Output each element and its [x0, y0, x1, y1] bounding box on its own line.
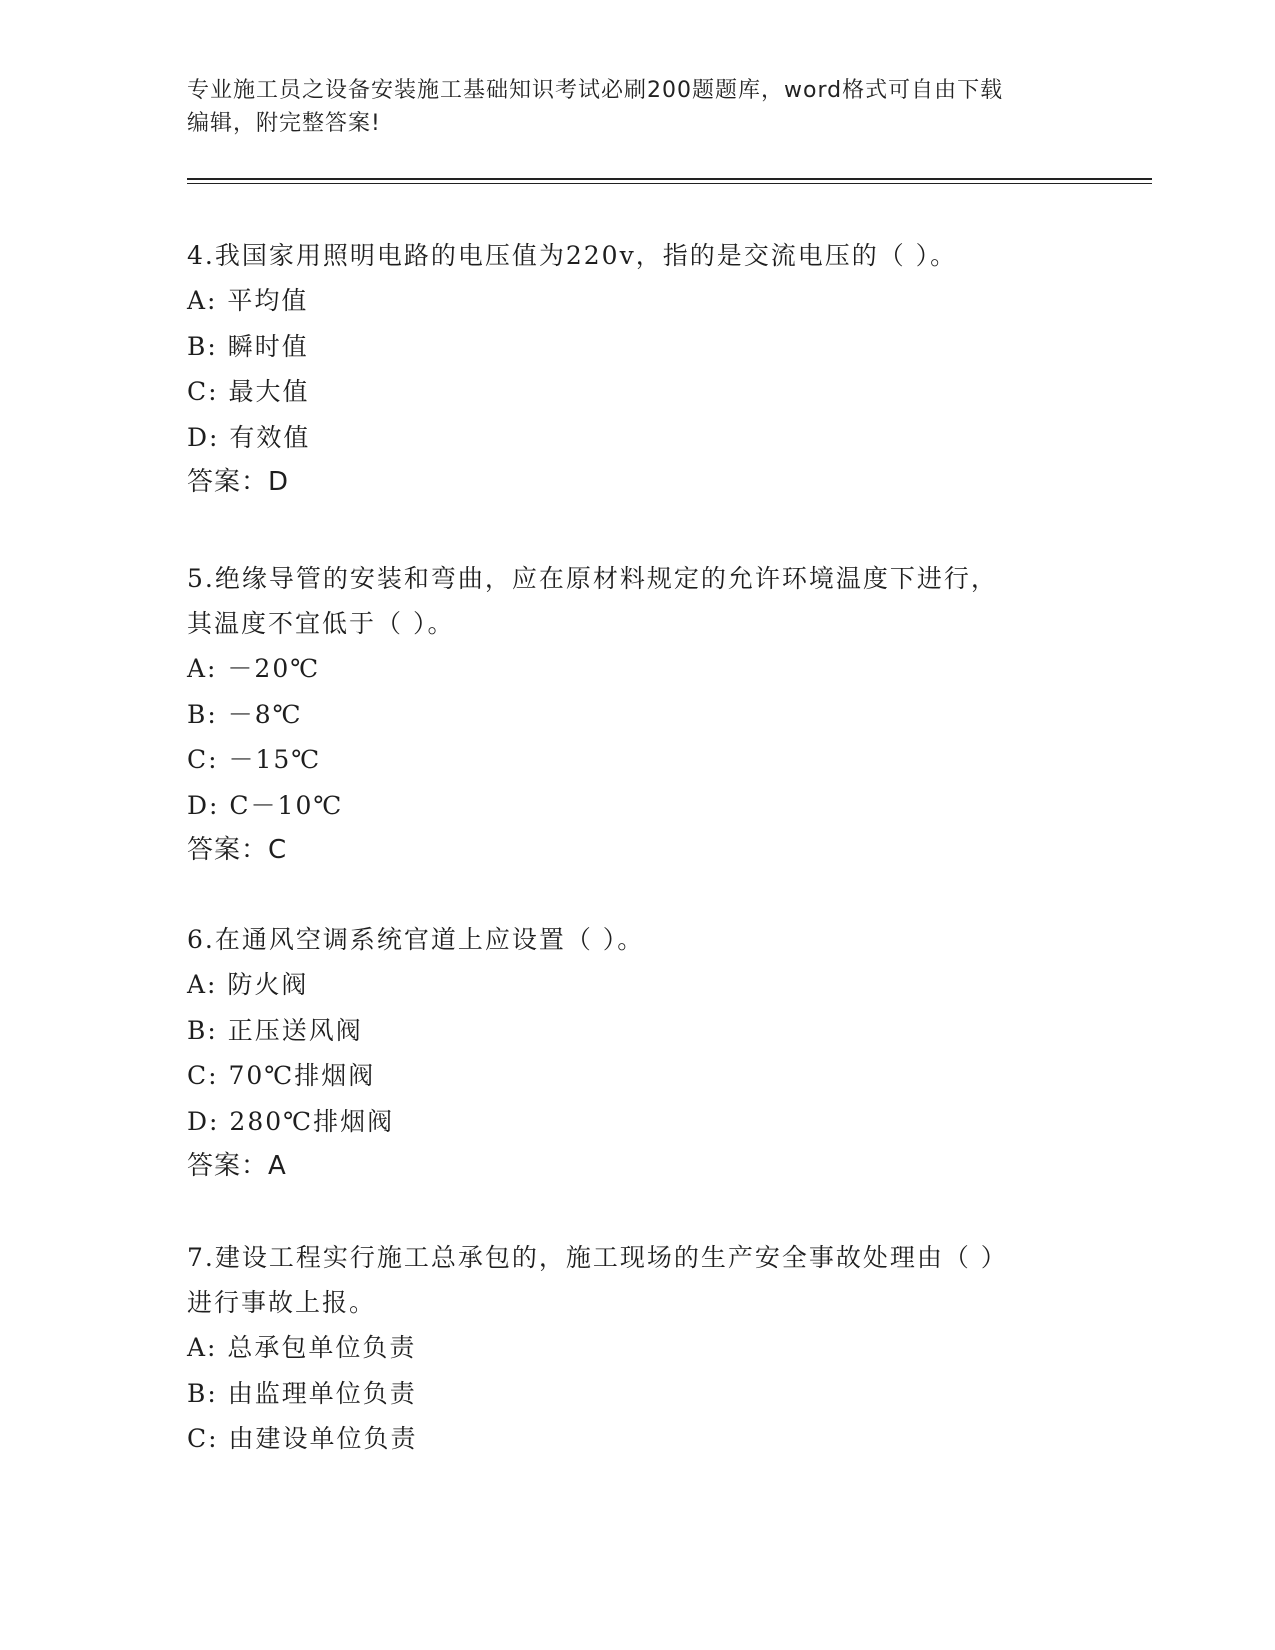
document-header	[187, 74, 1067, 140]
question-block	[187, 556, 1087, 873]
option-a: A: 平均值	[187, 286, 309, 315]
option-b: B: －8℃	[187, 699, 303, 729]
option-b: B: 瞬时值	[187, 331, 309, 361]
option-b: B: 正压送风阀	[187, 1015, 363, 1045]
answer-line: 答案：A	[187, 1151, 287, 1181]
question-stem-continued: 进行事故上报。	[187, 1288, 377, 1317]
option-c: C: 最大值	[187, 377, 310, 406]
option-d: D: C－10℃	[187, 790, 344, 820]
question-stem: 4.我国家用照明电路的电压值为220v，指的是交流电压的（ ）。	[187, 241, 958, 270]
answer-line: 答案：D	[187, 467, 290, 497]
option-a: A: 防火阀	[187, 970, 309, 999]
question-block	[187, 917, 1087, 1189]
question-stem-continued: 其温度不宜低于（ ）。	[187, 609, 455, 638]
question-stem: 6.在通风空调系统官道上应设置（ ）。	[187, 925, 645, 954]
question-stem: 7.建设工程实行施工总承包的，施工现场的生产安全事故处理由（ ）	[187, 1243, 1008, 1272]
option-c: C: 由建设单位负责	[187, 1424, 418, 1453]
header-title-line-2: 编辑，附完整答案!	[187, 111, 381, 136]
header-divider-thin	[187, 183, 1152, 184]
option-a: A: －20℃	[187, 654, 321, 683]
option-b: B: 由监理单位负责	[187, 1378, 417, 1408]
option-a: A: 总承包单位负责	[187, 1333, 417, 1362]
question-block	[187, 233, 1087, 505]
answer-line: 答案：C	[187, 835, 288, 865]
header-title-line-1: 专业施工员之设备安装施工基础知识考试必刷200题题库，word格式可自由下载	[187, 78, 1004, 103]
option-c: C: 70℃排烟阀	[187, 1061, 376, 1090]
question-block	[187, 1235, 1087, 1462]
question-stem: 5.绝缘导管的安装和弯曲，应在原材料规定的允许环境温度下进行，	[187, 564, 998, 593]
header-divider-thick	[187, 178, 1152, 180]
option-c: C: －15℃	[187, 745, 322, 774]
option-d: D: 280℃排烟阀	[187, 1106, 395, 1136]
option-d: D: 有效值	[187, 422, 311, 452]
